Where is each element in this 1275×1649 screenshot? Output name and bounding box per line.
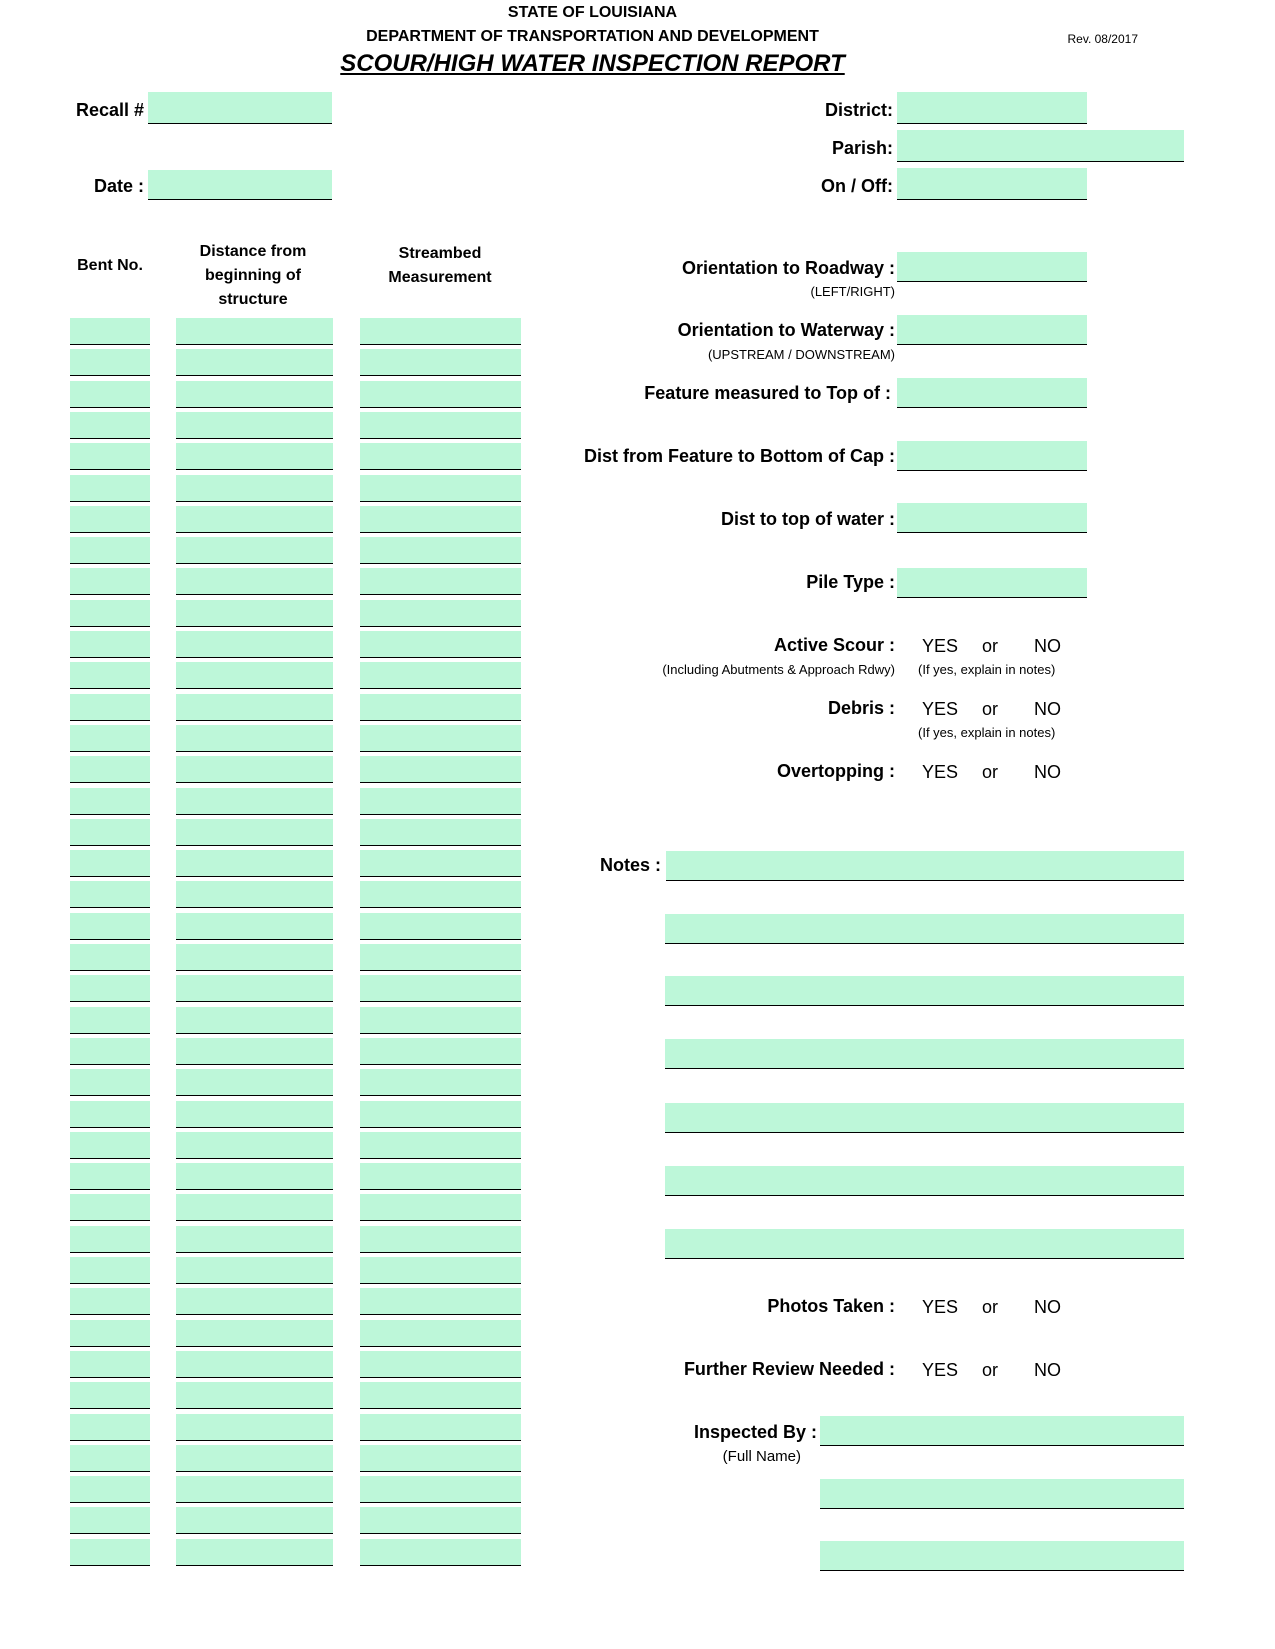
bent-no-cell[interactable]	[70, 506, 150, 533]
review-no[interactable]: NO	[1034, 1360, 1061, 1380]
bent-no-cell[interactable]	[70, 1038, 150, 1065]
bent-no-cell[interactable]	[70, 913, 150, 940]
distance-cell[interactable]	[176, 381, 333, 408]
notes-line[interactable]	[666, 851, 1184, 881]
dist-water-field[interactable]	[897, 503, 1087, 533]
date-label: Date :	[93, 176, 144, 196]
dist-feature-cap-field[interactable]	[897, 441, 1087, 471]
bent-no-cell[interactable]	[70, 1101, 150, 1128]
notes-line[interactable]	[665, 914, 1184, 944]
distance-cell[interactable]	[176, 568, 333, 595]
distance-cell[interactable]	[176, 318, 333, 345]
bent-no-cell[interactable]	[70, 1069, 150, 1096]
bent-no-cell[interactable]	[70, 1414, 150, 1441]
bent-no-cell[interactable]	[70, 1351, 150, 1378]
notes-label: Notes :	[599, 855, 661, 875]
bent-no-cell[interactable]	[70, 631, 150, 658]
streambed-cell[interactable]	[360, 381, 521, 408]
distance-cell[interactable]	[176, 412, 333, 439]
streambed-cell[interactable]	[360, 1226, 521, 1253]
distance-cell[interactable]	[176, 1038, 333, 1065]
streambed-cell[interactable]	[360, 537, 521, 564]
streambed-cell[interactable]	[360, 443, 521, 470]
streambed-cell[interactable]	[360, 662, 521, 689]
streambed-cell[interactable]	[360, 631, 521, 658]
notes-line[interactable]	[665, 1229, 1184, 1259]
streambed-cell[interactable]	[360, 412, 521, 439]
bent-no-cell[interactable]	[70, 819, 150, 846]
streambed-cell[interactable]	[360, 1163, 521, 1190]
orientation-roadway-hint: (LEFT/RIGHT)	[810, 284, 895, 299]
bent-no-cell[interactable]	[70, 1163, 150, 1190]
distance-cell[interactable]	[176, 881, 333, 908]
streambed-cell[interactable]	[360, 1132, 521, 1159]
bent-no-cell[interactable]	[70, 475, 150, 502]
streambed-cell[interactable]	[360, 1007, 521, 1034]
pile-type-field[interactable]	[897, 568, 1087, 598]
distance-cell[interactable]	[176, 1507, 333, 1534]
distance-cell[interactable]	[176, 1351, 333, 1378]
parish-label: Parish:	[831, 138, 893, 158]
bent-no-cell[interactable]	[70, 318, 150, 345]
overtopping-no[interactable]: NO	[1034, 762, 1061, 782]
streambed-cell[interactable]	[360, 694, 521, 721]
overtopping-or: or	[982, 762, 999, 782]
distance-cell[interactable]	[176, 1132, 333, 1159]
streambed-cell[interactable]	[360, 349, 521, 376]
distance-cell[interactable]	[176, 913, 333, 940]
review-yes[interactable]: YES	[922, 1360, 959, 1380]
streambed-header: Streambed Measurement	[388, 245, 492, 286]
bent-no-cell[interactable]	[70, 1132, 150, 1159]
bent-no-cell[interactable]	[70, 1382, 150, 1409]
debris-no[interactable]: NO	[1034, 699, 1061, 719]
distance-cell[interactable]	[176, 600, 333, 627]
orientation-roadway-label: Orientation to Roadway :	[681, 258, 895, 278]
bent-no-cell[interactable]	[70, 381, 150, 408]
streambed-cell[interactable]	[360, 475, 521, 502]
feature-top-label: Feature measured to Top of :	[644, 383, 891, 403]
distance-cell[interactable]	[176, 475, 333, 502]
inspected-by-field-2[interactable]	[820, 1479, 1184, 1509]
distance-header: Distance from beginning of structure	[199, 243, 307, 308]
dist-feature-cap-label: Dist from Feature to Bottom of Cap :	[584, 446, 895, 466]
orientation-waterway-hint: (UPSTREAM / DOWNSTREAM)	[707, 347, 895, 362]
streambed-cell[interactable]	[360, 975, 521, 1002]
distance-cell[interactable]	[176, 1445, 333, 1472]
bent-no-header: Bent No.	[77, 257, 143, 274]
distance-cell[interactable]	[176, 1007, 333, 1034]
streambed-cell[interactable]	[360, 944, 521, 971]
department-title: DEPARTMENT OF TRANSPORTATION AND DEVELOPMENT	[366, 28, 819, 45]
streambed-cell[interactable]	[360, 506, 521, 533]
revision-label: Rev. 08/2017	[1067, 32, 1138, 46]
page-title: SCOUR/HIGH WATER INSPECTION REPORT	[340, 50, 845, 77]
inspected-by-field-1[interactable]	[820, 1416, 1184, 1446]
bent-no-cell[interactable]	[70, 756, 150, 783]
photos-no[interactable]: NO	[1034, 1297, 1061, 1317]
bent-no-cell[interactable]	[70, 443, 150, 470]
bent-no-cell[interactable]	[70, 349, 150, 376]
distance-cell[interactable]	[176, 1101, 333, 1128]
distance-cell[interactable]	[176, 725, 333, 752]
bent-no-cell[interactable]	[70, 1007, 150, 1034]
bent-no-cell[interactable]	[70, 881, 150, 908]
inspected-by-field-3[interactable]	[820, 1541, 1184, 1571]
bent-no-cell[interactable]	[70, 694, 150, 721]
bent-no-cell[interactable]	[70, 1445, 150, 1472]
bent-no-cell[interactable]	[70, 788, 150, 815]
active-scour-no[interactable]: NO	[1034, 636, 1061, 656]
streambed-cell[interactable]	[360, 819, 521, 846]
streambed-cell[interactable]	[360, 1038, 521, 1065]
notes-line[interactable]	[665, 1103, 1184, 1133]
streambed-cell[interactable]	[360, 1069, 521, 1096]
bent-no-cell[interactable]	[70, 568, 150, 595]
feature-top-field[interactable]	[897, 378, 1087, 408]
streambed-cell[interactable]	[360, 1539, 521, 1566]
distance-cell[interactable]	[176, 349, 333, 376]
streambed-cell[interactable]	[360, 568, 521, 595]
active-scour-yes[interactable]: YES	[922, 636, 959, 656]
notes-line[interactable]	[665, 1166, 1184, 1196]
distance-cell[interactable]	[176, 944, 333, 971]
streambed-cell[interactable]	[360, 1257, 521, 1284]
distance-cell[interactable]	[176, 631, 333, 658]
distance-cell[interactable]	[176, 756, 333, 783]
bent-no-cell[interactable]	[70, 537, 150, 564]
distance-cell[interactable]	[176, 1163, 333, 1190]
streambed-cell[interactable]	[360, 1476, 521, 1503]
streambed-cell[interactable]	[360, 318, 521, 345]
distance-cell[interactable]	[176, 1414, 333, 1441]
bent-no-cell[interactable]	[70, 412, 150, 439]
distance-cell[interactable]	[176, 662, 333, 689]
photos-label: Photos Taken :	[767, 1296, 895, 1316]
bent-no-cell[interactable]	[70, 662, 150, 689]
active-scour-note: (If yes, explain in notes)	[918, 662, 1056, 677]
streambed-cell[interactable]	[360, 1382, 521, 1409]
streambed-cell[interactable]	[360, 850, 521, 877]
pile-type-label: Pile Type :	[806, 572, 895, 592]
notes-line[interactable]	[665, 1039, 1184, 1069]
debris-yes[interactable]: YES	[922, 699, 959, 719]
recall-label: Recall #	[75, 100, 144, 120]
on-off-field[interactable]	[897, 168, 1087, 200]
distance-cell[interactable]	[176, 1539, 333, 1566]
notes-line[interactable]	[665, 976, 1184, 1006]
bent-no-cell[interactable]	[70, 850, 150, 877]
bent-no-cell[interactable]	[70, 1476, 150, 1503]
distance-cell[interactable]	[176, 850, 333, 877]
streambed-cell[interactable]	[360, 1445, 521, 1472]
bent-no-cell[interactable]	[70, 1507, 150, 1534]
bent-no-cell[interactable]	[70, 1257, 150, 1284]
bent-no-cell[interactable]	[70, 1288, 150, 1315]
distance-cell[interactable]	[176, 1382, 333, 1409]
district-label: District:	[824, 100, 893, 120]
distance-cell[interactable]	[176, 1194, 333, 1221]
distance-cell[interactable]	[176, 537, 333, 564]
bent-no-cell[interactable]	[70, 944, 150, 971]
bent-no-cell[interactable]	[70, 725, 150, 752]
orientation-roadway-field[interactable]	[897, 252, 1087, 282]
streambed-cell[interactable]	[360, 725, 521, 752]
streambed-cell[interactable]	[360, 756, 521, 783]
distance-cell[interactable]	[176, 975, 333, 1002]
streambed-cell[interactable]	[360, 1414, 521, 1441]
distance-cell[interactable]	[176, 443, 333, 470]
photos-yes[interactable]: YES	[922, 1297, 959, 1317]
bent-no-cell[interactable]	[70, 1539, 150, 1566]
state-title: STATE OF LOUISIANA	[507, 4, 678, 21]
parish-field[interactable]	[897, 130, 1184, 162]
streambed-cell[interactable]	[360, 1194, 521, 1221]
distance-cell[interactable]	[176, 1069, 333, 1096]
streambed-cell[interactable]	[360, 788, 521, 815]
streambed-cell[interactable]	[360, 1101, 521, 1128]
streambed-cell[interactable]	[360, 1507, 521, 1534]
distance-cell[interactable]	[176, 1226, 333, 1253]
overtopping-yes[interactable]: YES	[922, 762, 959, 782]
photos-or: or	[982, 1297, 999, 1317]
distance-cell[interactable]	[176, 694, 333, 721]
streambed-cell[interactable]	[360, 881, 521, 908]
inspected-by-label: Inspected By :	[693, 1422, 817, 1442]
review-label: Further Review Needed :	[683, 1359, 895, 1379]
streambed-cell[interactable]	[360, 1320, 521, 1347]
review-or: or	[982, 1360, 999, 1380]
bent-no-cell[interactable]	[70, 1194, 150, 1221]
distance-cell[interactable]	[176, 819, 333, 846]
recall-field[interactable]	[148, 92, 332, 124]
bent-no-cell[interactable]	[70, 1320, 150, 1347]
distance-cell[interactable]	[176, 1288, 333, 1315]
streambed-cell[interactable]	[360, 1288, 521, 1315]
streambed-cell[interactable]	[360, 1351, 521, 1378]
streambed-cell[interactable]	[360, 913, 521, 940]
active-scour-or: or	[982, 636, 999, 656]
distance-cell[interactable]	[176, 506, 333, 533]
bent-no-cell[interactable]	[70, 975, 150, 1002]
debris-label: Debris :	[827, 698, 895, 718]
active-scour-label: Active Scour :	[773, 635, 895, 655]
streambed-cell[interactable]	[360, 600, 521, 627]
active-scour-hint: (Including Abutments & Approach Rdwy)	[662, 662, 895, 677]
orientation-waterway-field[interactable]	[897, 315, 1087, 345]
distance-cell[interactable]	[176, 1320, 333, 1347]
overtopping-label: Overtopping :	[777, 761, 895, 781]
distance-cell[interactable]	[176, 788, 333, 815]
on-off-label: On / Off:	[821, 176, 893, 196]
distance-cell[interactable]	[176, 1476, 333, 1503]
distance-cell[interactable]	[176, 1257, 333, 1284]
debris-note: (If yes, explain in notes)	[918, 725, 1056, 740]
debris-or: or	[982, 699, 999, 719]
district-field[interactable]	[897, 92, 1087, 124]
date-field[interactable]	[148, 170, 332, 200]
bent-no-cell[interactable]	[70, 1226, 150, 1253]
dist-water-label: Dist to top of water :	[721, 509, 895, 529]
orientation-waterway-label: Orientation to Waterway :	[677, 320, 895, 340]
inspected-by-hint: (Full Name)	[722, 1448, 801, 1465]
bent-no-cell[interactable]	[70, 600, 150, 627]
